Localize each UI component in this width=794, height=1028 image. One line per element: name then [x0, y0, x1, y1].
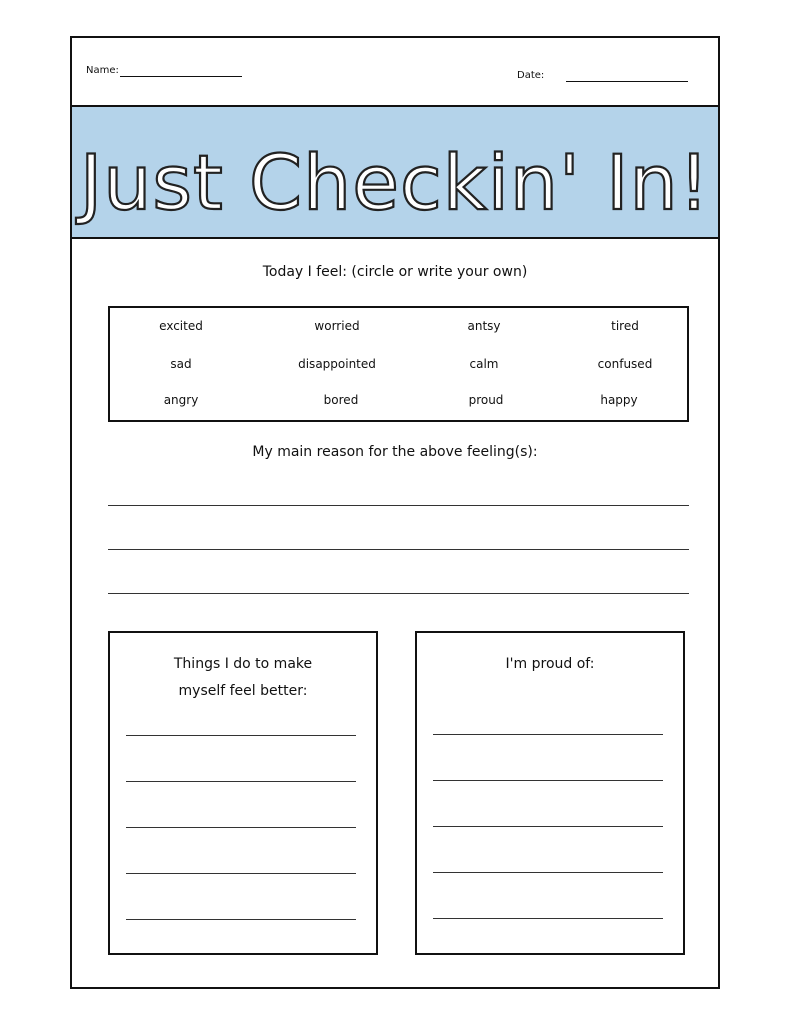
- feeling-calm[interactable]: calm: [469, 357, 499, 371]
- feelings-prompt: Today I feel: (circle or write your own): [262, 264, 528, 280]
- feeling-bored[interactable]: bored: [323, 393, 359, 407]
- name-label: Name:: [86, 65, 119, 76]
- reason-prompt: My main reason for the above feeling(s):: [252, 444, 538, 460]
- feel-better-writing-line[interactable]: [126, 735, 356, 736]
- feeling-excited[interactable]: excited: [159, 319, 203, 333]
- feel-better-writing-line[interactable]: [126, 827, 356, 828]
- feeling-sad[interactable]: sad: [170, 357, 192, 371]
- header-row: [72, 38, 718, 106]
- feeling-antsy[interactable]: antsy: [467, 319, 501, 333]
- reason-writing-line[interactable]: [108, 505, 689, 506]
- proud-of-writing-line[interactable]: [433, 872, 663, 873]
- date-label: Date:: [517, 70, 545, 81]
- feeling-angry[interactable]: angry: [163, 393, 199, 407]
- date-field-line[interactable]: [566, 81, 688, 82]
- feel-better-title-line2: myself feel better:: [178, 683, 308, 699]
- feel-better-writing-line[interactable]: [126, 873, 356, 874]
- feeling-confused[interactable]: confused: [597, 357, 653, 371]
- feeling-disappointed[interactable]: disappointed: [298, 357, 376, 371]
- feel-better-title: [110, 651, 376, 705]
- proud-of-writing-line[interactable]: [433, 918, 663, 919]
- feel-better-title-line1: Things I do to make: [173, 656, 313, 672]
- title-banner: [72, 105, 718, 239]
- proud-of-title: I'm proud of:: [505, 656, 595, 672]
- name-field-line[interactable]: [120, 76, 242, 77]
- proud-of-writing-line[interactable]: [433, 734, 663, 735]
- feeling-proud[interactable]: proud: [468, 393, 504, 407]
- proud-of-writing-line[interactable]: [433, 780, 663, 781]
- proud-of-box: [415, 631, 685, 955]
- feeling-worried[interactable]: worried: [314, 319, 360, 333]
- proud-of-writing-line[interactable]: [433, 826, 663, 827]
- feel-better-writing-line[interactable]: [126, 781, 356, 782]
- title-svg: [72, 107, 718, 237]
- feeling-tired[interactable]: tired: [611, 319, 639, 333]
- feeling-happy[interactable]: happy: [600, 393, 638, 407]
- reason-writing-line[interactable]: [108, 549, 689, 550]
- feel-better-box: [108, 631, 378, 955]
- feelings-box: [108, 306, 689, 422]
- reason-writing-line[interactable]: [108, 593, 689, 594]
- page-title: Just Checkin' In!: [79, 138, 711, 227]
- worksheet-page: [70, 36, 720, 989]
- feel-better-writing-line[interactable]: [126, 919, 356, 920]
